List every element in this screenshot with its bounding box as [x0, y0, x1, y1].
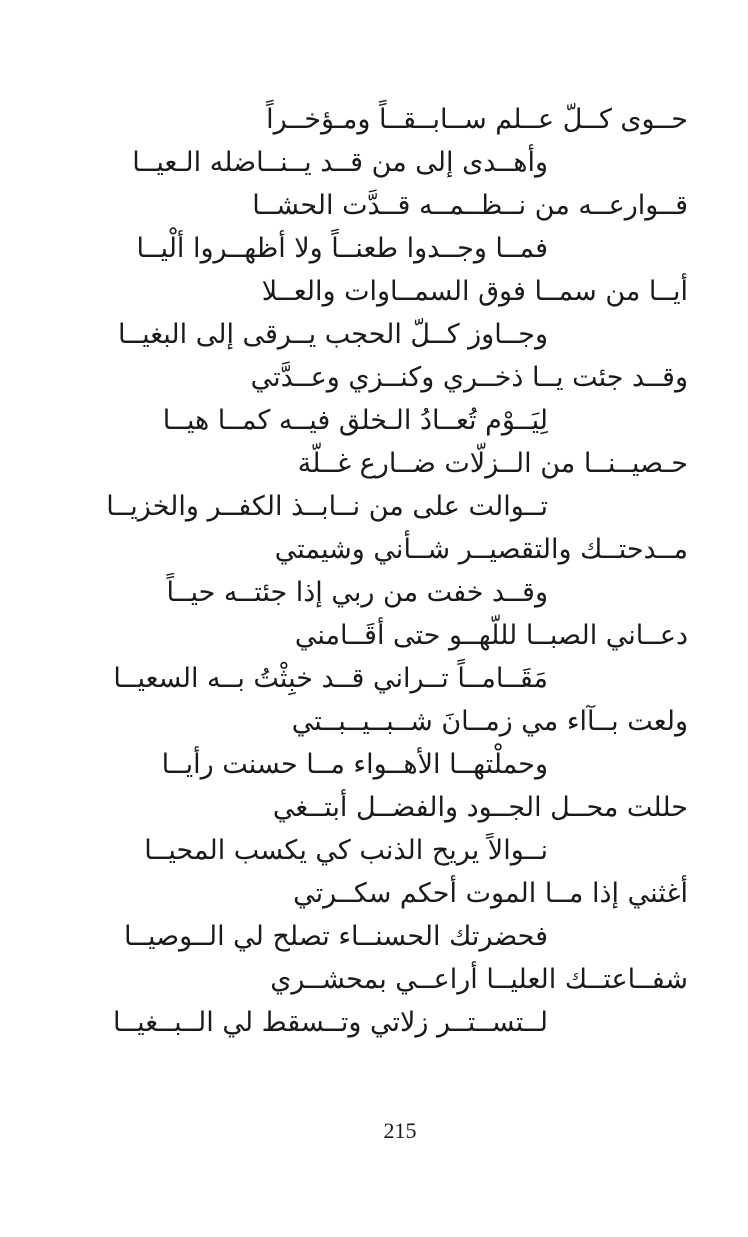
- verse-line-5: أيــا من سمــا فوق السمــاوات والعــلا: [261, 276, 688, 307]
- verse-line-12: وقــد خفت من ربي إذا جئتــه حيــاً: [166, 577, 548, 608]
- verse-line-14: مَقَــامــاً تــراني قــد خبِثْتُ بــه السعيــا: [113, 663, 548, 694]
- verse-line-1: حــوى كــلّ عــلم ســابــقــاً ومـؤخــراً: [266, 104, 688, 135]
- verse-line-17: حللت محــل الجــود والفضــل أبتــغي: [272, 792, 688, 823]
- verse-line-18: نــوالاً يريح الذنب كي يكسب المحيــا: [144, 835, 548, 866]
- verse-line-3: قــوارعــه من نــظــمــه قــدَّت الحشــا: [252, 190, 688, 221]
- verse-line-16: وحملْتهــا الأهــواء مــا حسنت رأيــا: [161, 749, 548, 780]
- verse-line-4: فمــا وجــدوا طعنــاً ولا أظهــروا ألْيــا: [136, 233, 548, 264]
- verse-line-10: تــوالت على من نــابــذ الكفــر والخزيــا: [106, 491, 548, 522]
- verse-line-21: شفــاعتــك العليــا أراعــي بمحشــري: [270, 964, 688, 995]
- verse-line-2: وأهــدى إلى من قــد يــنــاضله الـعيــا: [132, 147, 548, 178]
- verse-line-6: وجــاوز كــلّ الحجب يــرقى إلى البغيــا: [118, 319, 548, 350]
- verse-line-11: مــدحتــك والتقصيــر شــأني وشيمتي: [274, 534, 688, 565]
- verse-line-8: لِيَــوْم تُعــادُ الـخلق فيــه كمــا هيــا: [162, 405, 548, 436]
- verse-line-15: ولعت بــآاء مي زمــانَ شــبــيــبــتي: [291, 706, 688, 737]
- verse-line-20: فحضرتك الحسنــاء تصلح لي الــوصيــا: [123, 921, 548, 952]
- verse-line-22: لــتســتــر زلاتي وتــسقط لي الــبــغيــا: [113, 1007, 548, 1038]
- page-number: 215: [383, 1118, 417, 1143]
- verse-line-13: دعــاني الصبــا لللّهــو حتى أقَــامني: [294, 620, 688, 651]
- verse-line-19: أغثني إذا مــا الموت أحكم سكــرتي: [293, 878, 688, 909]
- verse-line-9: حـصيــنــا من الــزلّات ضــارع غــلّة: [297, 448, 688, 479]
- verse-line-7: وقــد جئت يــا ذخــري وكنــزي وعــدَّتي: [250, 362, 688, 393]
